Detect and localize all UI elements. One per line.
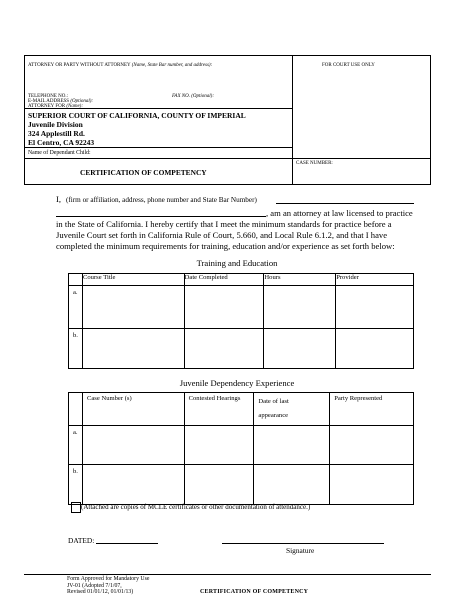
- court-city: El Centro, CA 92243: [28, 138, 95, 147]
- training-col-course: Course Title: [82, 274, 184, 286]
- training-table: [68, 273, 414, 369]
- experience-heading: Juvenile Dependency Experience: [179, 378, 295, 388]
- experience-a-date-cell[interactable]: [254, 426, 330, 465]
- training-header-row: [69, 274, 414, 286]
- experience-row-a-label: a.: [69, 426, 83, 465]
- cert-body-line-1: in the State of California. I hereby certify that I meet the minimum standards for practice before a: [56, 219, 392, 229]
- form-title: CERTIFICATION OF COMPETENCY: [80, 168, 207, 177]
- experience-row-b-label: b.: [69, 465, 83, 505]
- court-name: SUPERIOR COURT OF CALIFORNIA, COUNTY OF IMPERIAL: [28, 111, 246, 120]
- training-a-course-cell[interactable]: [82, 286, 184, 329]
- experience-b-case-cell[interactable]: [82, 465, 184, 505]
- cert-firm-line: [56, 216, 266, 217]
- table-row: [69, 286, 414, 329]
- experience-b-contested-cell[interactable]: [184, 465, 254, 505]
- signature-label: Signature: [286, 546, 315, 555]
- experience-a-party-cell[interactable]: [330, 426, 414, 465]
- table-row: [69, 329, 414, 369]
- fax-label: FAX NO. (Optional):: [172, 94, 214, 99]
- court-use-label: FOR COURT USE ONLY: [322, 63, 375, 68]
- cert-i: I,: [56, 194, 62, 204]
- training-heading: Training and Education: [196, 258, 278, 268]
- experience-col-date: Date of last appearance: [254, 393, 330, 426]
- cert-name-line: [276, 203, 414, 204]
- training-a-hours-cell[interactable]: [264, 286, 336, 329]
- cert-field-note: (firm or affiliation, address, phone number and State Bar Number): [66, 196, 257, 204]
- attachment-note: (Attached are copies of MCLE certificates or other documentation of attendance.): [81, 503, 311, 511]
- footer-approval: [67, 576, 149, 596]
- cert-second-line: , am an attorney at law licensed to practice: [266, 208, 413, 218]
- training-a-provider-cell[interactable]: [336, 286, 414, 329]
- cert-body-line-2: Juvenile Court set forth in California Rule of Court, 5.660, and Local Rule 6.1.2, and that I have: [56, 230, 388, 240]
- table-row: [69, 465, 414, 505]
- training-row-b-label: b.: [69, 329, 83, 369]
- training-row-a-label: a.: [69, 286, 83, 329]
- experience-b-party-cell[interactable]: [330, 465, 414, 505]
- footer-line-1: Form Approved for Mandatory Use: [67, 576, 150, 582]
- training-a-date-cell[interactable]: [184, 286, 264, 329]
- experience-b-date-cell[interactable]: [254, 465, 330, 505]
- telephone-label: TELEPHONE NO.:: [28, 94, 68, 99]
- court-division: Juvenile Division: [28, 120, 83, 129]
- experience-a-contested-cell[interactable]: [184, 426, 254, 465]
- training-b-provider-cell[interactable]: [336, 329, 414, 369]
- footer-line-2: JV-01 (Adopted 7/1/07,: [67, 582, 122, 589]
- dependant-child-label: Name of Dependant Child:: [28, 150, 91, 156]
- email-label: E-MAIL ADDRESS (Optional):: [28, 99, 94, 104]
- training-col-hours: Hours: [264, 274, 336, 286]
- training-b-date-cell[interactable]: [184, 329, 264, 369]
- court-street: 324 Applestill Rd.: [28, 129, 85, 138]
- training-corner-cell: [69, 274, 83, 286]
- cert-body-line-3: completed the minimum requirements for training, education and/or experience as set forth below:: [56, 241, 395, 251]
- experience-a-case-cell[interactable]: [82, 426, 184, 465]
- experience-corner-cell: [69, 393, 83, 426]
- attorney-for-label: ATTORNEY FOR (Name):: [28, 104, 84, 109]
- training-col-provider: Provider: [336, 274, 414, 286]
- training-col-date: Date Completed: [184, 274, 264, 286]
- footer-title: CERTIFICATION OF COMPETENCY: [200, 589, 309, 595]
- experience-col-contested: Contested Hearings: [184, 393, 254, 426]
- dated-label: DATED:: [68, 536, 95, 545]
- footer-rule: [24, 574, 431, 575]
- training-b-hours-cell[interactable]: [264, 329, 336, 369]
- experience-table: [68, 392, 414, 505]
- dated-line[interactable]: [96, 543, 158, 544]
- attachment-checkbox[interactable]: [71, 502, 81, 513]
- footer-line-3: Revised 01/01/12, 01/01/13): [67, 589, 134, 596]
- experience-col-case: Case Number (s): [82, 393, 184, 426]
- table-row: [69, 426, 414, 465]
- experience-header-row: [69, 393, 414, 426]
- experience-col-party: Party Represented: [330, 393, 414, 426]
- case-number-label: CASE NUMBER:: [296, 161, 333, 166]
- attorney-party-label: ATTORNEY OR PARTY WITHOUT ATTORNEY (Name, State Bar number, and address):: [28, 63, 213, 68]
- training-b-course-cell[interactable]: [82, 329, 184, 369]
- signature-line[interactable]: [222, 543, 384, 544]
